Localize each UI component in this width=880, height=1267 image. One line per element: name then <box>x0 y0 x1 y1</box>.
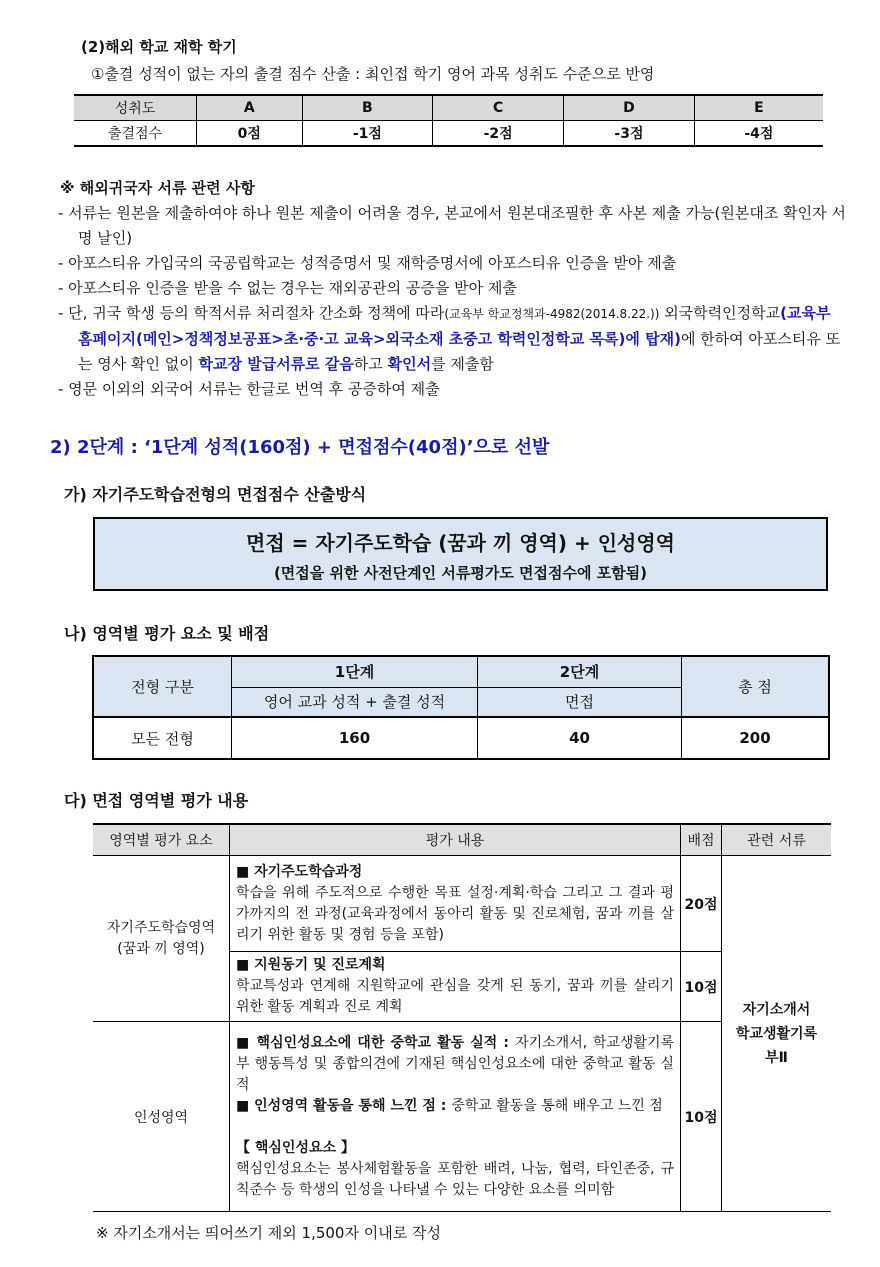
table-cell: 0점 <box>197 121 303 147</box>
footnote: ※ 자기소개서는 띄어쓰기 제외 1,500자 이내로 작성 <box>96 1224 441 1242</box>
note-text: 하고 <box>353 355 388 373</box>
content-paragraph <box>236 1033 674 1096</box>
table-cell: A <box>197 95 303 121</box>
documents-cell <box>722 856 832 1212</box>
area-cell <box>93 856 230 1022</box>
table-row <box>93 856 831 952</box>
table-cell: 면접 <box>478 687 682 717</box>
table-header-row <box>93 824 831 856</box>
table-cell: 40 <box>478 717 682 759</box>
area-name: 자기주도학습영역 <box>106 919 216 936</box>
table-cell: 성취도 <box>74 95 197 121</box>
note-item: - 아포스티유 인증을 받을 수 없는 경우는 재외공관의 공증을 받아 제출 <box>58 279 517 297</box>
table-cell: -2점 <box>433 121 564 147</box>
content-title: ■ 자기주도학습과정 <box>236 863 363 880</box>
table-row <box>93 1022 831 1212</box>
table-cell: -4점 <box>694 121 823 147</box>
table-row <box>93 656 829 687</box>
table-header: 배점 <box>681 824 722 856</box>
table-cell: 전형 구분 <box>93 656 232 717</box>
note-text: 외국학력인정학교 <box>659 304 781 322</box>
notes-title: ※ 해외귀국자 서류 관련 사항 <box>60 179 255 197</box>
note-item: - 서류는 원본을 제출하여야 하나 원본 제출이 어려울 경우, 본교에서 원본대조필한 후 사본 제출 가능(원본대조 확인자 서명 날인) <box>58 204 846 247</box>
table-header: 평가 내용 <box>230 824 681 856</box>
interview-method-heading: 가) 자기주도학습전형의 면접점수 산출방식 <box>64 485 367 504</box>
interview-formula-box <box>93 517 828 591</box>
content-body: 핵심인성요소는 봉사체험활동을 포함한 배려, 나눔, 협력, 타인존중, 규칙준수 등 학생의 인성을 나타낼 수 있는 다양한 요소를 의미함 <box>236 1160 674 1198</box>
table-cell: C <box>433 95 564 121</box>
area-subname: (꿈과 끼 영역) <box>117 940 205 957</box>
ministry-link-text: (교육부 홈페이지(메인>정책정보공표>초·중·고 교육>외국소재 초중고 학력인정학교 목록)에 탑재) <box>78 304 831 348</box>
note-text: - 단, 귀국 학생 등의 학적서류 처리절차 간소화 정책에 따라 <box>58 304 445 322</box>
highlight-text: 학교장 발급서류로 갈음 <box>198 355 354 373</box>
evaluation-heading: 다) 면접 영역별 평가 내용 <box>64 791 249 810</box>
note-item <box>58 301 848 377</box>
content-cell <box>230 1022 681 1212</box>
overseas-section-title: (2)해외 학교 재학 학기 <box>81 38 237 56</box>
table-cell: -3점 <box>564 121 695 147</box>
content-cell <box>230 952 681 1022</box>
note-text: 를 제출함 <box>431 355 494 373</box>
table-cell: 출결점수 <box>74 121 197 147</box>
table-cell: 2단계 <box>478 656 682 687</box>
table-row <box>93 717 829 759</box>
content-title: 【 핵심인성요소 】 <box>236 1139 355 1156</box>
note-item: - 아포스티유 가입국의 국공립학교는 성적증명서 및 재학증명서에 아포스티유 인증을 받아 제출 <box>58 254 677 272</box>
evaluation-table <box>93 823 831 1212</box>
returnee-notes <box>58 176 848 402</box>
table-cell: -1점 <box>302 121 433 147</box>
table-cell: 200 <box>682 717 830 759</box>
content-title: ■ 인성영역 활동을 통해 느낀 점 : <box>236 1097 452 1114</box>
table-row <box>74 95 823 121</box>
table-cell: 160 <box>232 717 478 759</box>
table-cell: 1단계 <box>232 656 478 687</box>
score-cell: 20점 <box>681 856 722 952</box>
highlight-text: 확인서 <box>387 355 432 373</box>
table-cell: 총 점 <box>682 656 830 717</box>
table-cell: D <box>564 95 695 121</box>
content-body: 중학교 활동을 통해 배우고 느낀 점 <box>451 1097 663 1114</box>
note-item: - 영문 이외의 외국어 서류는 한글로 번역 후 공증하여 제출 <box>58 380 440 398</box>
table-cell: 모든 전형 <box>93 717 232 759</box>
content-paragraph <box>236 1096 674 1117</box>
note-text: 에 한하여 아포스티유 또는 영사 확인 없이 <box>78 330 841 373</box>
content-title: ■ 지원동기 및 진로계획 <box>236 957 386 973</box>
content-title: ■ 핵심인성요소에 대한 중학교 활동 실적 : <box>236 1034 516 1051</box>
score-heading: 나) 영역별 평가 요소 및 배점 <box>64 624 270 643</box>
stage2-heading: 2) 2단계 : ‘1단계 성적(160점) + 면접점수(40점)’으로 선발 <box>50 437 550 458</box>
content-body: 자기소개서, 학교생활기록부 행동특성 및 종합의견에 기재된 핵심인성요소에 대한 중학교 활동 실적 <box>236 1034 674 1093</box>
content-body: 학습을 위해 주도적으로 수행한 목표 설정·계획·학습 그리고 그 결과 평가까지의 전 과정(교육과정에서 동아리 활동 및 진로체험, 꿈과 끼를 살리기 위한 활동 및 경험 등을 포함) <box>236 884 674 943</box>
table-header: 관련 서류 <box>722 824 832 856</box>
table-row <box>74 121 823 147</box>
content-body: 학교특성과 연계해 지원학교에 관심을 갖게 된 동기, 꿈과 끼를 살리기 위한 활동 계획과 진로 계획 <box>236 978 674 1015</box>
formula-text: 면접 = 자기주도학습 (꿈과 끼 영역) + 인성영역 <box>246 531 675 555</box>
score-cell: 10점 <box>681 952 722 1022</box>
score-cell: 10점 <box>681 1022 722 1212</box>
formula-note: (면접을 위한 사전단계인 서류평가도 면접점수에 포함됨) <box>273 564 648 582</box>
document-name: 자기소개서 <box>742 1001 811 1018</box>
table-cell: E <box>694 95 823 121</box>
table-cell: B <box>302 95 433 121</box>
table-header: 영역별 평가 요소 <box>93 824 230 856</box>
note-reference: (교육부 학교정책과-4982(2014.8.22.)) <box>444 307 660 321</box>
grade-attendance-table <box>74 94 823 147</box>
overseas-item: ①출결 성적이 없는 자의 출결 점수 산출 : 최인접 학기 영어 과목 성취도 수준으로 반영 <box>91 65 655 83</box>
content-cell <box>230 856 681 952</box>
document-name: 학교생활기록 <box>735 1025 818 1042</box>
table-cell: 영어 교과 성적 + 출결 성적 <box>232 687 478 717</box>
area-cell: 인성영역 <box>93 1022 230 1212</box>
score-table <box>92 655 830 760</box>
document-name: 부Ⅱ <box>765 1049 788 1066</box>
